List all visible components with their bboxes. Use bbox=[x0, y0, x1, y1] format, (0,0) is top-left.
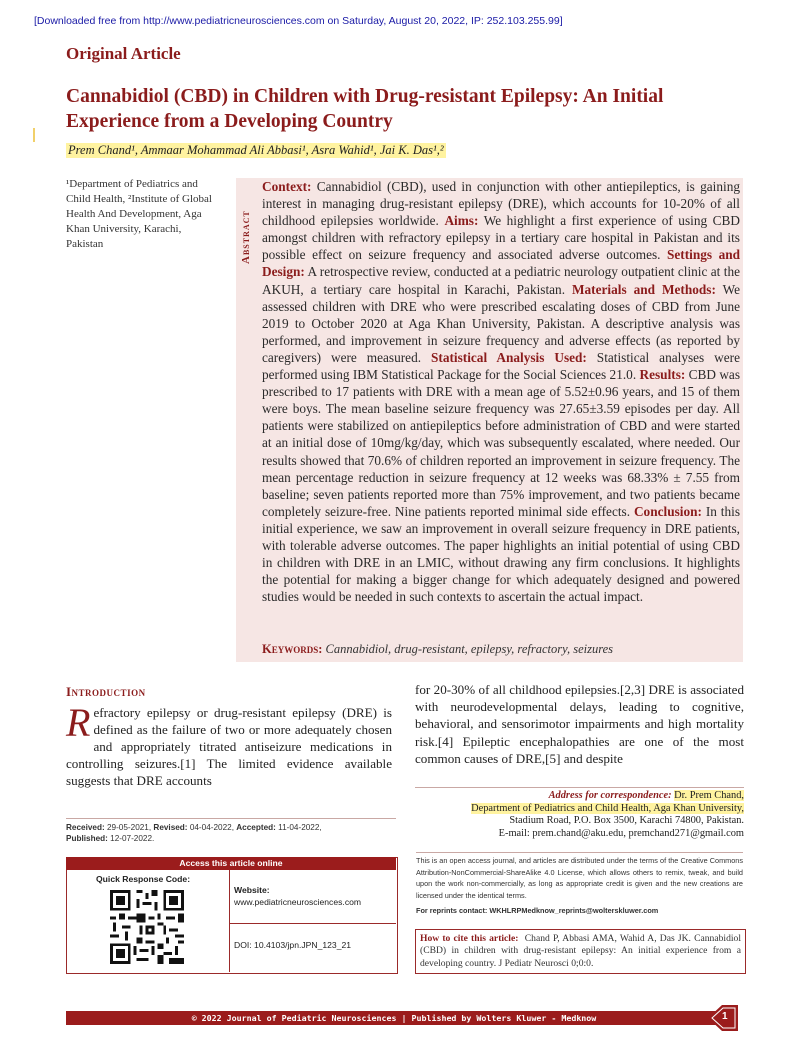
abstract-heading-methods: Materials and Methods: bbox=[571, 281, 716, 297]
keywords bbox=[262, 642, 740, 657]
abstract-heading-results: Results: bbox=[639, 367, 686, 383]
abstract-aims: We highlight a first experience of using CBD amongst children with refractory epilepsy in a tertiary care hospital in Pakistan and its possible effect on seizure frequency and associated adverse outcomes. bbox=[262, 213, 740, 263]
article-dates: Received: 29-05-2021, Revised: 04-04-2022, Accepted: 11-04-2022, Published: 12-07-2022. bbox=[66, 818, 396, 844]
abstract-heading-settings: Settings and Design: bbox=[262, 247, 741, 280]
drop-cap: R bbox=[66, 700, 91, 745]
correspondence-email[interactable]: E-mail: prem.chand@aku.edu, premchand271@gmail.com bbox=[498, 827, 744, 839]
abstract-context: Cannabidiol (CBD), used in conjunction with other antiepileptics, is gaining interest in managing drug-resistant epilepsy (DRE), which accounts for 10-20% of all childhood epilepsies worldwide. bbox=[262, 179, 740, 229]
qr-code-label: Quick Response Code: bbox=[96, 874, 191, 884]
abstract-results: CBD was prescribed to 17 patients with DRE with a mean age of 5.52±0.96 years, and 15 of them were boys. The mean baseline seizure frequency was 27.65±3.59 episodes per day. All patients were stabilized on antiepileptics before administration of CBD and were started at an initial dose of 10mg/kg/day, which was subsequently escalated, where needed. Our results showed that 70.6% of children reported an improvement in seizure frequency. The mean percentage reduction in seizure frequency at 12 weeks was 68.33% ± 7.55 from baseline; seven patients reported more than 75% improvement, and two patients became completely seizure-free. Nine patients reported minimal side effects. bbox=[262, 367, 741, 519]
cite-label: How to cite this article: bbox=[420, 933, 519, 944]
website-link[interactable]: www.pediatricneurosciences.com bbox=[234, 897, 362, 907]
correspondence-block bbox=[415, 787, 744, 840]
article-title: Cannabidiol (CBD) in Children with Drug-resistant Epilepsy: An Initial Experience from a Developing Country bbox=[66, 86, 664, 132]
open-access-notice: This is an open access journal, and articles are distributed under the terms of the Creative Commons Attribution-NonCommercial-ShareAlike 4.0 License, which allows others to remix, tweak, and build upon the work non-commercially, as long as appropriate credit is given and the new creations are licensed under the identical terms. bbox=[416, 852, 743, 901]
introduction-column-1 bbox=[66, 700, 392, 789]
introduction-heading: Introduction bbox=[66, 684, 146, 699]
abstract-side-label: Abstract bbox=[240, 210, 252, 264]
correspondence-name: Dr. Prem Chand, bbox=[674, 790, 744, 801]
website-label: Website: bbox=[234, 885, 270, 895]
qr-code-icon[interactable] bbox=[110, 890, 184, 964]
abstract-heading-statistics: Statistical Analysis Used: bbox=[431, 349, 587, 365]
introduction-text-1: efractory epilepsy or drug-resistant epilepsy (DRE) is defined as the failure of two or more adequately chosen and appropriately titrated antiseizure medications in controlling seizures.[1] The limited evidence available suggests that DRE accounts bbox=[66, 705, 392, 789]
affiliation: ¹Department of Pediatrics and Child Health, ²Institute of Global Health And Development, Aga Khan University, Karachi, Pakistan bbox=[66, 178, 212, 250]
access-online-header: Access this article online bbox=[66, 857, 396, 870]
author-list: Prem Chand¹, Ammaar Mohammad Ali Abbasi¹, Asra Wahid¹, Jai K. Das¹,² bbox=[68, 143, 444, 157]
introduction-column-2: for 20-30% of all childhood epilepsies.[2,3] DRE is associated with neurodevelopmental delays, leading to cognitive, behavioral, and sensorimotor impairments and high mortality risk.[4] Epileptic encephalopathies are one of the most common causes of DRE,[5] and despite bbox=[415, 682, 744, 766]
page-number-badge bbox=[708, 1004, 738, 1032]
correspondence-address: Stadium Road, P.O. Box 3500, Karachi 74800, Pakistan. bbox=[509, 815, 744, 826]
keywords-list: Cannabidiol, drug-resistant, epilepsy, refractory, seizures bbox=[325, 642, 614, 656]
correspondence-label: Address for correspondence: bbox=[548, 790, 672, 801]
correspondence-dept: Department of Pediatrics and Child Health, Aga Khan University, bbox=[471, 802, 744, 814]
keywords-label: Keywords: bbox=[262, 642, 323, 656]
reprints-contact: For reprints contact: WKHLRPMedknow_reprints@wolterskluwer.com bbox=[416, 906, 659, 915]
abstract-text bbox=[262, 178, 740, 605]
abstract-conclusion: In this initial experience, we saw an improvement in overall seizure frequency in DRE patients, with tolerable adverse outcomes. The paper highlights an initial potential of using CBD in children with DRE in an LMIC, without drawing any firm conclusions. It highlights the potential for making a bigger change for which adequately designed and powered studies would be needed in such contexts to ascertain the actual impact. bbox=[262, 503, 740, 605]
abstract-settings: A retrospective review, conducted at a pediatric neurology outpatient clinic at the AKUH, a tertiary care hospital in Karachi, Pakistan. bbox=[262, 264, 741, 297]
abstract-heading-context: Context: bbox=[262, 179, 312, 194]
download-line: [Downloaded free from http://www.pediatricneurosciences.com on Saturday, August 20, 2022, IP: 252.103.255.99] bbox=[34, 15, 563, 27]
article-type: Original Article bbox=[66, 44, 181, 63]
abstract-statistics: Statistical analyses were performed using IBM Statistical Package for the Social Sciences 21.0. bbox=[262, 349, 741, 383]
website-block bbox=[234, 884, 361, 908]
page-number: 1 bbox=[722, 1011, 728, 1022]
cite-text: Chand P, Abbasi AMA, Wahid A, Das JK. Cannabidiol (CBD) in children with drug-resistant epilepsy: An initial experience from a developing country. J Pediatr Neurosci 0;0:0. bbox=[420, 933, 741, 969]
access-box-divider-v bbox=[229, 870, 230, 972]
access-box-divider-h bbox=[229, 923, 396, 924]
abstract-methods: We assessed children with DRE who were prescribed escalating doses of CBD from June 2019 to October 2020 at Aga Khan University, Pakistan. A descriptive analysis was performed, and improvement in seizure frequency and adverse effects (as reported by caregivers) were measured. bbox=[262, 281, 740, 365]
abstract-heading-aims: Aims: bbox=[444, 213, 479, 229]
how-to-cite-box bbox=[415, 929, 746, 974]
journal-footer: © 2022 Journal of Pediatric Neurosciences | Published by Wolters Kluwer - Medknow bbox=[66, 1011, 722, 1025]
abstract-heading-conclusion: Conclusion: bbox=[633, 503, 702, 519]
margin-highlight-mark bbox=[33, 128, 35, 142]
doi-text[interactable]: DOI: 10.4103/jpn.JPN_123_21 bbox=[234, 940, 352, 950]
